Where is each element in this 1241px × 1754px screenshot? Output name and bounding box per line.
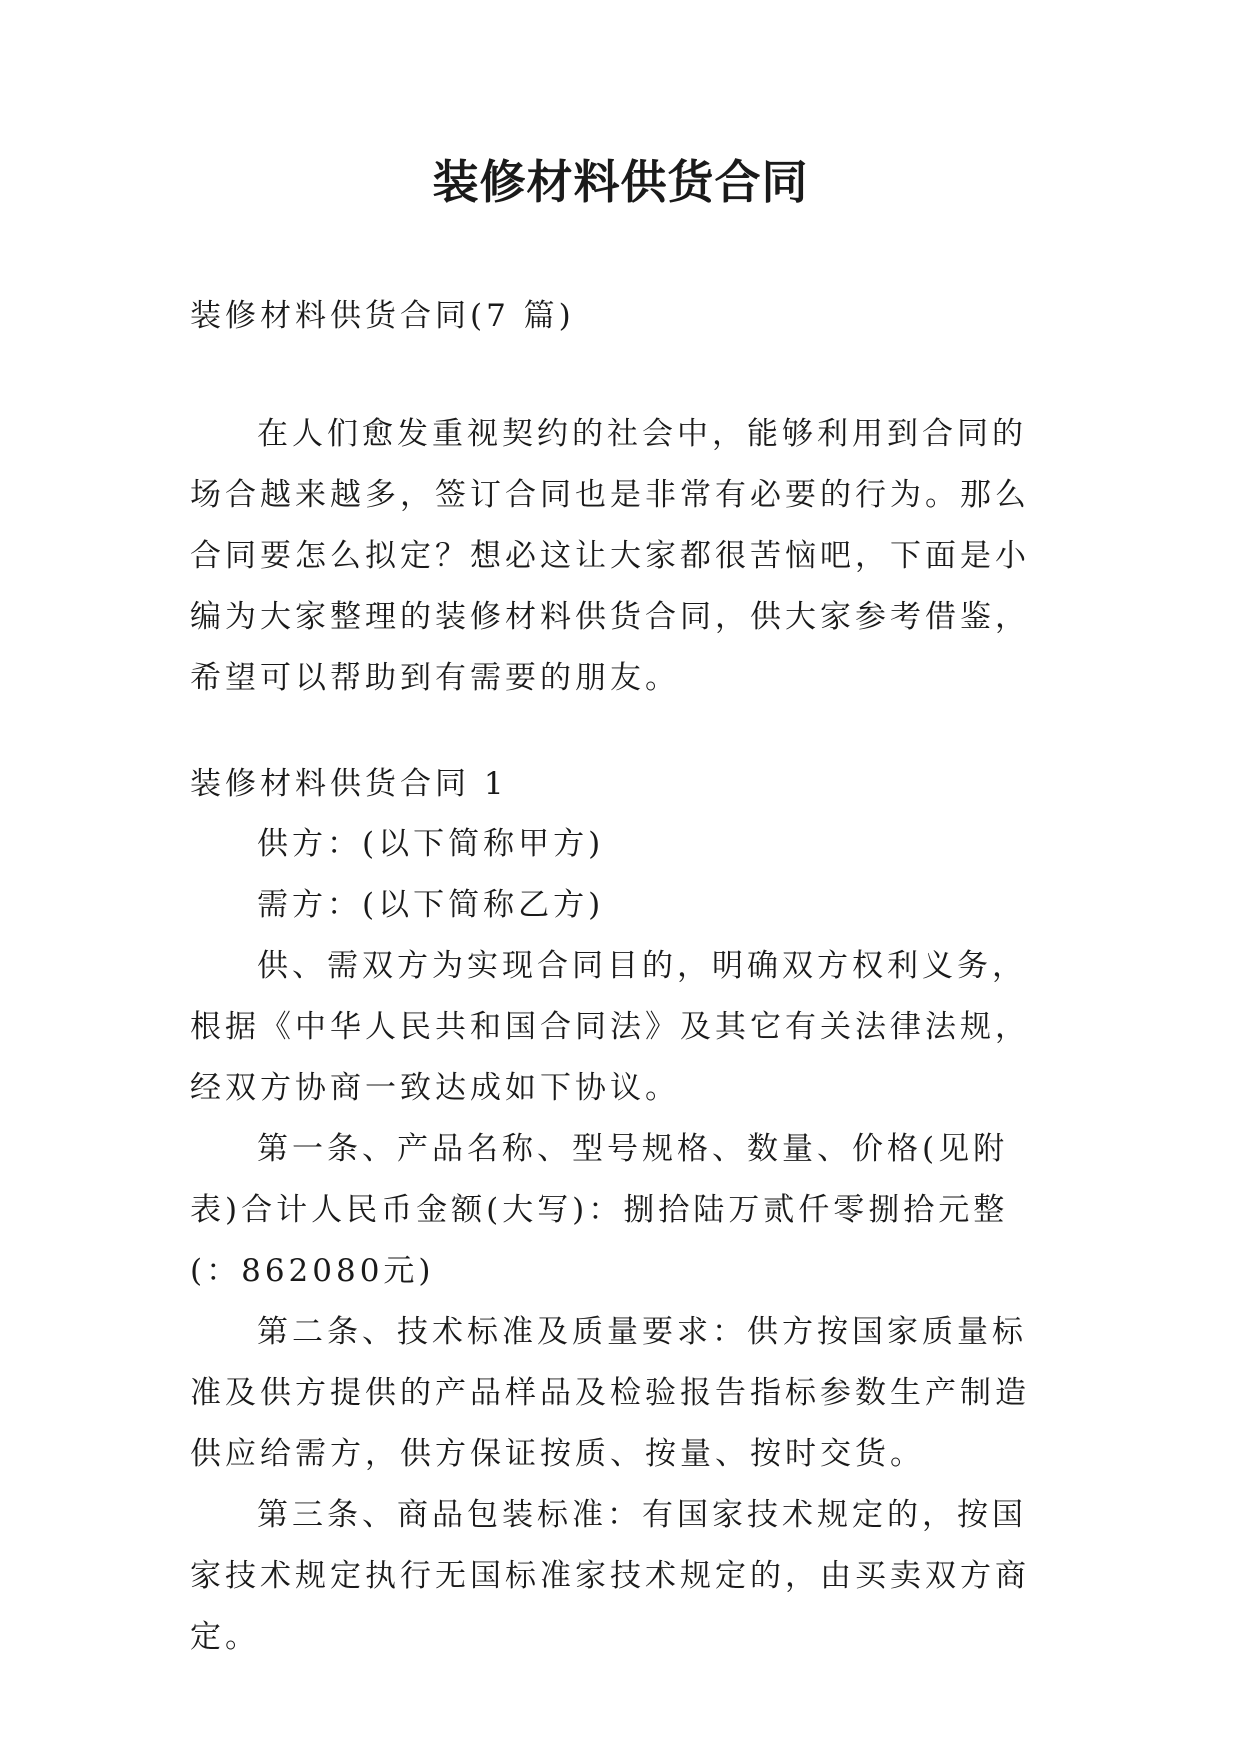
- document-subtitle: 装修材料供货合同(7 篇): [190, 298, 575, 334]
- article-1: 第一条、产品名称、型号规格、数量、价格(见附表)合计人民币金额(大写)：捌拾陆万贰仟零捌拾元整(：862080元): [190, 1131, 1009, 1289]
- contract-body: [190, 814, 1052, 1668]
- buyer-line: 需方：(以下简称乙方): [257, 887, 605, 923]
- preamble-paragraph: 供、需双方为实现合同目的，明确双方权利义务，根据《中华人民共和国合同法》及其它有关法律法规，经双方协商一致达成如下协议。: [190, 948, 1030, 1106]
- document-title: 装修材料供货合同: [432, 155, 809, 209]
- section-heading: 装修材料供货合同 1: [190, 766, 508, 802]
- article-2: 第二条、技术标准及质量要求：供方按国家质量标准及供方提供的产品样品及检验报告指标参数生产制造供应给需方，供方保证按质、按量、按时交货。: [190, 1314, 1030, 1472]
- intro-paragraph: 在人们愈发重视契约的社会中，能够利用到合同的场合越来越多，签订合同也是非常有必要的行为。那么合同要怎么拟定？想必这让大家都很苦恼吧，下面是小编为大家整理的装修材料供货合同，供大家参考借鉴，希望可以帮助到有需要的朋友。: [190, 416, 1030, 696]
- article-3: 第三条、商品包装标准：有国家技术规定的，按国家技术规定执行无国标准家技术规定的，由买卖双方商定。: [190, 1497, 1030, 1655]
- supplier-line: 供方：(以下简称甲方): [257, 826, 605, 862]
